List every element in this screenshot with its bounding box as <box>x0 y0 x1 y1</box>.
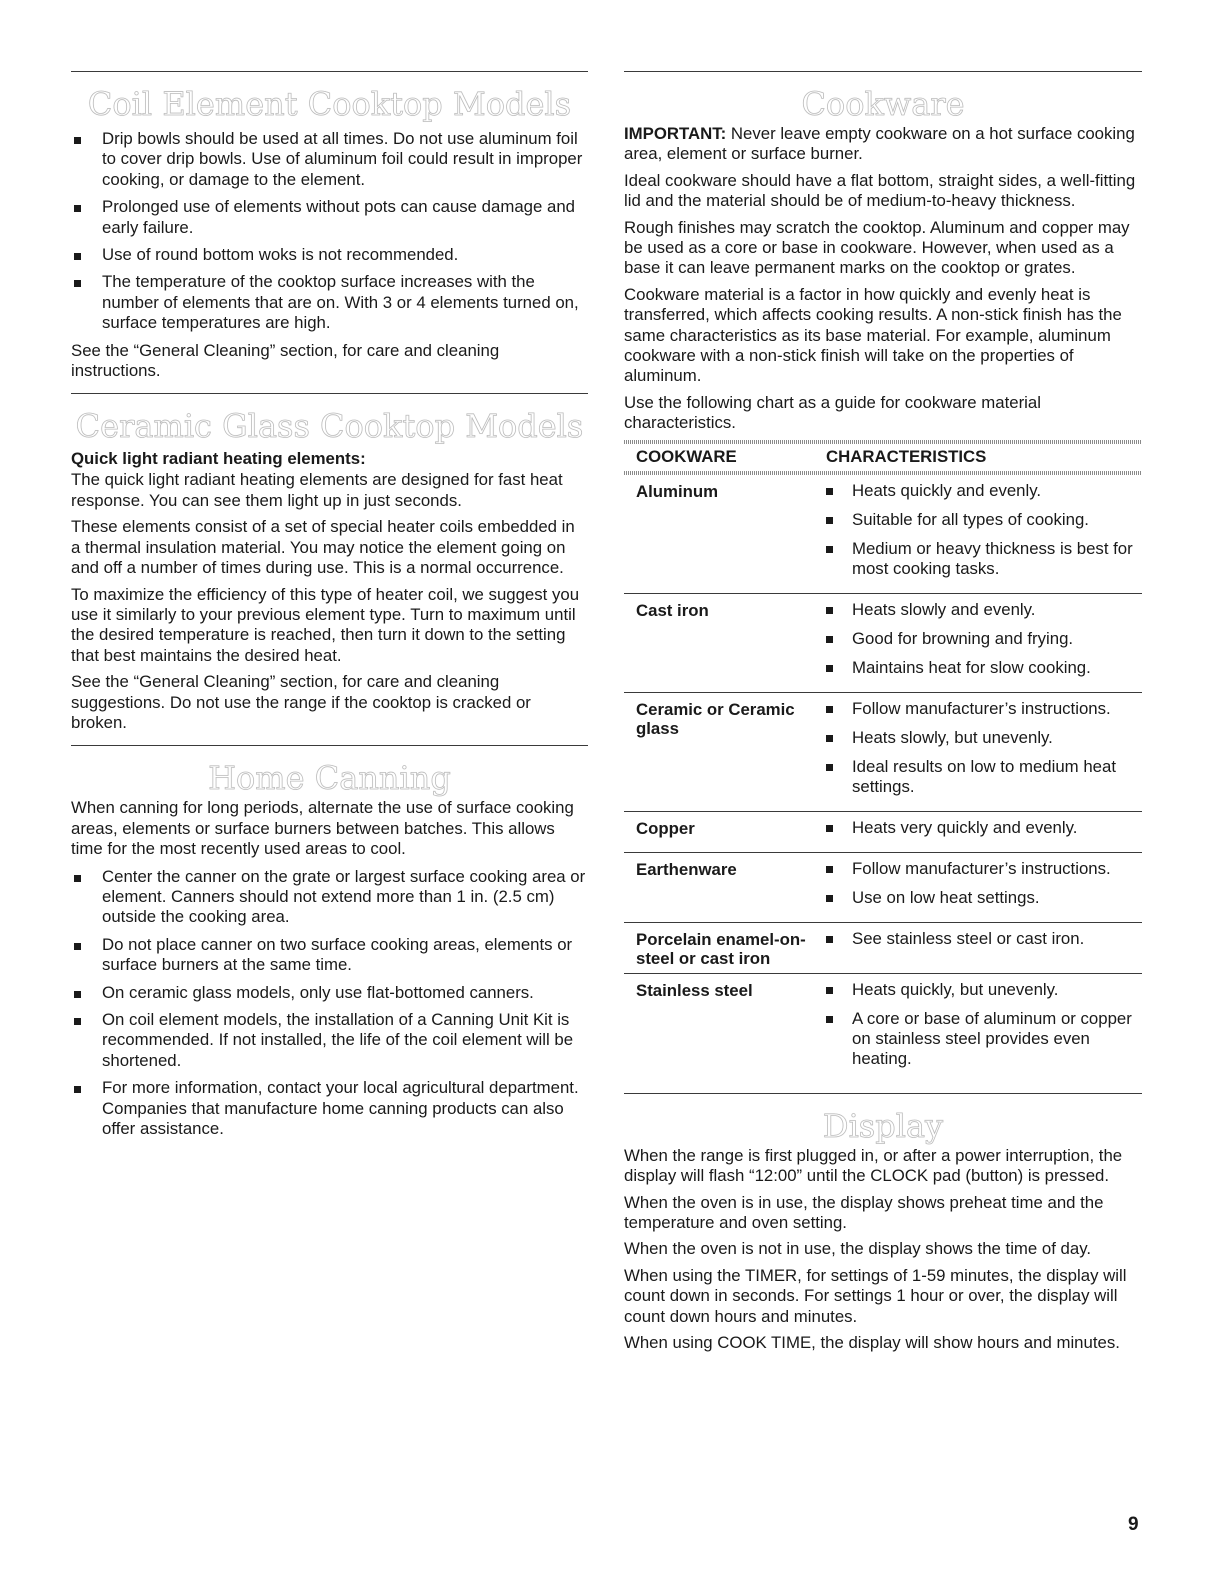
coil-cleaning-note: See the “General Cleaning” section, for care and cleaning instructions. <box>71 340 500 381</box>
display-heading: Display <box>822 1106 944 1145</box>
list-item: Heats quickly, but unevenly. <box>824 980 1142 1000</box>
characteristics-list <box>824 929 1142 949</box>
list-item: See stainless steel or cast iron. <box>824 929 1142 949</box>
coil-element-section <box>71 71 588 381</box>
material-name: Cast iron <box>636 600 709 620</box>
paragraph: See the “General Cleaning” section, for care and cleaning suggestions. Do not use the range if the cooktop is cracked or broken. <box>71 672 531 732</box>
list-item: A core or base of aluminum or copper on stainless steel provides even heating. <box>824 1009 1142 1069</box>
table-row <box>624 853 1142 923</box>
list-item: Good for browning and frying. <box>824 629 1142 649</box>
table-row <box>624 594 1142 693</box>
section-divider <box>71 745 588 746</box>
material-name: Earthenware <box>636 859 737 879</box>
paragraph: When the oven is not in use, the display shows the time of day. <box>624 1239 1092 1259</box>
list-item: Ideal results on low to medium heat settings. <box>824 757 1142 797</box>
home-canning-section <box>71 745 588 1139</box>
page-number: 9 <box>1128 1514 1139 1535</box>
paragraph: Ideal cookware should have a flat bottom, straight sides, a well-fitting lid and the material should be of medium-to-heavy thickness. <box>624 170 1136 211</box>
cookware-table <box>624 440 1142 1083</box>
table-row <box>624 475 1142 594</box>
ceramic-glass-heading: Ceramic Glass Cooktop Models <box>75 407 584 446</box>
material-name: Ceramic or Ceramic glass <box>636 699 795 738</box>
radiant-elements-subheading: Quick light radiant heating elements: <box>71 449 366 469</box>
list-item: Drip bowls should be used at all times. Do not use aluminum foil to cover drip bowls. Use of aluminum foil could result in improper cooking, or damage to the element. <box>71 129 588 190</box>
list-item: Heats quickly and evenly. <box>824 481 1142 501</box>
paragraph: To maximize the efficiency of this type of heater coil, we suggest you use it similarly to your previous element type. Turn to maximum until the desired temperature is reached, then turn it down to the setting that best maintains the desired heat. <box>71 584 580 665</box>
coil-element-bullets <box>71 129 588 334</box>
paragraph: Cookware material is a factor in how quickly and evenly heat is transferred, which affects cooking results. A non-stick finish has the same characteristics as its base material. For example, aluminum cookware with a non-stick finish will take on the properties of aluminum. <box>624 284 1122 386</box>
section-divider <box>624 1093 1142 1094</box>
paragraph: The quick light radiant heating elements are designed for fast heat response. You can see them light up in just seconds. <box>71 470 563 510</box>
material-name: Aluminum <box>636 481 719 501</box>
characteristics-list <box>824 859 1142 908</box>
list-item: Heats slowly, but unevenly. <box>824 728 1142 748</box>
display-section <box>624 1093 1142 1354</box>
list-item: Prolonged use of elements without pots can cause damage and early failure. <box>71 197 588 238</box>
section-divider <box>624 71 1142 72</box>
table-row <box>624 812 1142 853</box>
list-item: For more information, contact your local agricultural department. Companies that manufacture home canning products can also offer assistance. <box>71 1078 588 1139</box>
ceramic-glass-section <box>71 393 588 733</box>
header-characteristics: CHARACTERISTICS <box>826 446 987 466</box>
list-item: Suitable for all types of cooking. <box>824 510 1142 530</box>
canning-bullets <box>71 867 588 1140</box>
paragraph: Use the following chart as a guide for cookware material characteristics. <box>624 392 1041 433</box>
right-column <box>624 71 1142 1359</box>
list-item: Medium or heavy thickness is best for most cooking tasks. <box>824 539 1142 579</box>
characteristics-list <box>824 481 1142 579</box>
list-item: Use on low heat settings. <box>824 888 1142 908</box>
material-name: Copper <box>636 818 695 838</box>
important-note <box>624 124 1142 165</box>
list-item: On ceramic glass models, only use flat-bottomed canners. <box>71 983 588 1003</box>
characteristics-list <box>824 818 1142 838</box>
header-cookware: COOKWARE <box>636 446 737 466</box>
paragraph: When the range is first plugged in, or after a power interruption, the display will flash “12:00” until the CLOCK pad (button) is pressed. <box>624 1145 1123 1186</box>
section-divider <box>71 71 588 72</box>
list-item: Follow manufacturer’s instructions. <box>824 699 1142 719</box>
list-item: The temperature of the cooktop surface increases with the number of elements that are on. With 3 or 4 elements turned on, surface temperatures are high. <box>71 272 588 333</box>
list-item: Heats very quickly and evenly. <box>824 818 1142 838</box>
coil-element-heading: Coil Element Cooktop Models <box>87 85 572 123</box>
material-name: Stainless steel <box>636 980 753 1000</box>
material-name: Porcelain enamel-on-steel or cast iron <box>636 929 806 968</box>
paragraph: Rough finishes may scratch the cooktop. Aluminum and copper may be used as a core or base in cookware. However, when used as a base it can leave permanent marks on the cooktop or grates. <box>624 217 1130 278</box>
list-item: Use of round bottom woks is not recommended. <box>71 245 588 265</box>
important-text: Never leave empty cookware on a hot surface cooking area, element or surface burner. <box>624 124 1135 164</box>
table-header <box>624 444 1142 471</box>
characteristics-list <box>824 600 1142 678</box>
canning-intro: When canning for long periods, alternate the use of surface cooking areas, elements or surface burners between batches. This allows time for the most recently used areas to cool. <box>71 798 574 859</box>
cookware-heading: Cookware <box>801 85 965 123</box>
paragraph: These elements consist of a set of special heater coils embedded in a thermal insulation material. You may notice the element going on and off a number of times during use. This is a normal occurrence. <box>71 517 575 578</box>
table-row <box>624 974 1142 1083</box>
list-item: Follow manufacturer’s instructions. <box>824 859 1142 879</box>
important-label: IMPORTANT: <box>624 124 727 143</box>
paragraph: When using the TIMER, for settings of 1-59 minutes, the display will count down in seconds. For settings 1 hour or over, the display will count down hours and minutes. <box>624 1265 1127 1326</box>
table-row <box>624 693 1142 812</box>
section-divider <box>71 393 588 394</box>
left-column <box>71 71 588 1146</box>
list-item: Maintains heat for slow cooking. <box>824 658 1142 678</box>
paragraph: When using COOK TIME, the display will show hours and minutes. <box>624 1332 1120 1352</box>
table-row <box>624 923 1142 974</box>
home-canning-heading: Home Canning <box>208 759 451 798</box>
list-item: Center the canner on the grate or largest surface cooking area or element. Canners should not extend more than 1 in. (2.5 cm) outside the cooking area. <box>71 867 588 928</box>
cookware-section <box>624 71 1142 1083</box>
list-item: Heats slowly and evenly. <box>824 600 1142 620</box>
list-item: Do not place canner on two surface cooking areas, elements or surface burners at the same time. <box>71 935 588 976</box>
characteristics-list <box>824 699 1142 797</box>
paragraph: When the oven is in use, the display shows preheat time and the temperature and oven setting. <box>624 1192 1104 1232</box>
characteristics-list <box>824 980 1142 1069</box>
list-item: On coil element models, the installation of a Canning Unit Kit is recommended. If not installed, the life of the coil element will be shortened. <box>71 1010 588 1071</box>
